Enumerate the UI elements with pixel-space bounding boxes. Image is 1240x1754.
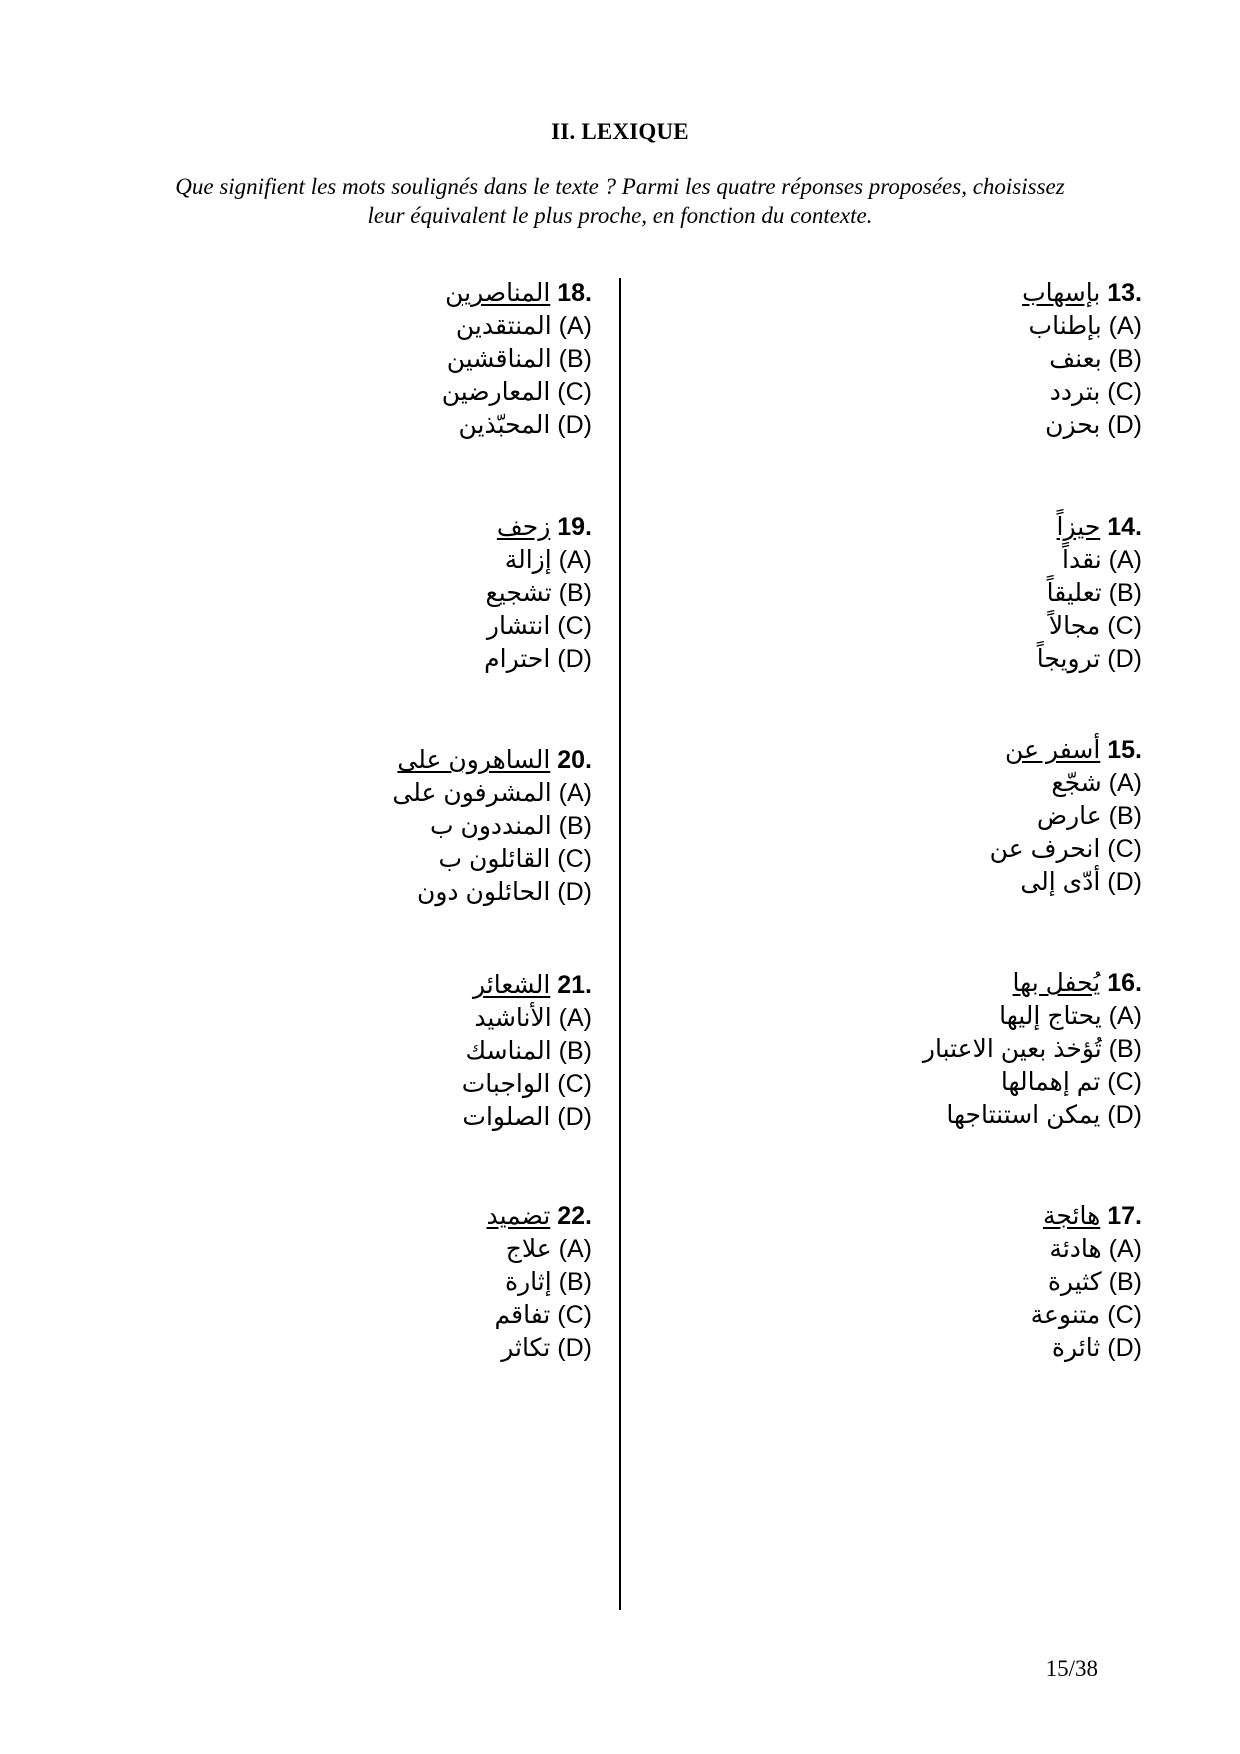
- question-word: الساهرون على: [397, 746, 551, 774]
- option-d: [172, 1332, 592, 1365]
- option-d: [722, 643, 1142, 676]
- option-a: [722, 767, 1142, 800]
- option-a: [722, 1000, 1142, 1033]
- option-letter: (D): [1107, 868, 1142, 896]
- question-word: أسفر عن: [1005, 736, 1101, 764]
- option-text: احترام: [484, 645, 551, 673]
- option-d: [722, 1099, 1142, 1132]
- question-heading: [722, 967, 1142, 1000]
- option-c: [172, 843, 592, 876]
- option-c: [172, 610, 592, 643]
- option-text: تشجيع: [485, 579, 552, 607]
- question-number: 13.: [1107, 279, 1142, 307]
- option-text: شجّع: [1051, 769, 1102, 797]
- option-text: الواجبات: [461, 1070, 551, 1098]
- question-heading: [722, 277, 1142, 310]
- option-text: بتردد: [1049, 378, 1101, 406]
- option-c: [722, 1299, 1142, 1332]
- instructions-line-1: Que signifient les mots soulignés dans le texte ? Parmi les quatre réponses proposées, choisissez: [175, 174, 1065, 199]
- option-d: [722, 409, 1142, 442]
- option-text: الصلوات: [462, 1103, 551, 1131]
- option-letter: (C): [1107, 1068, 1142, 1096]
- option-text: عارض: [1036, 802, 1102, 830]
- option-b: [172, 810, 592, 843]
- option-text: أدّى إلى: [1020, 868, 1101, 896]
- option-letter: (A): [558, 1235, 592, 1263]
- option-text: الحائلون دون: [416, 878, 551, 906]
- question-heading: [172, 969, 592, 1002]
- option-b: [722, 800, 1142, 833]
- option-letter: (A): [558, 312, 592, 340]
- question-number: 20.: [557, 746, 592, 774]
- option-letter: (C): [1107, 1301, 1142, 1329]
- option-text: المنتقدين: [455, 312, 552, 340]
- option-text: المشرفون على: [392, 779, 552, 807]
- question-number: 21.: [557, 971, 592, 999]
- option-text: يحتاج إليها: [999, 1002, 1102, 1030]
- option-text: المناسك: [465, 1037, 552, 1065]
- option-text: ترويجاً: [1036, 645, 1101, 673]
- option-letter: (C): [557, 612, 592, 640]
- question-13: [722, 277, 1142, 442]
- question-19: [172, 511, 592, 676]
- option-letter: (D): [557, 411, 592, 439]
- question-heading: [722, 1200, 1142, 1233]
- column-divider: [619, 278, 621, 1610]
- option-text: يمكن استنتاجها: [946, 1101, 1101, 1129]
- option-letter: (D): [1107, 1101, 1142, 1129]
- option-b: [172, 343, 592, 376]
- option-letter: (B): [558, 345, 592, 373]
- option-text: إثارة: [505, 1268, 552, 1296]
- option-text: المنددون ب: [429, 812, 552, 840]
- question-number: 22.: [557, 1202, 592, 1230]
- option-text: كثيرة: [1047, 1268, 1102, 1296]
- option-text: بحزن: [1045, 411, 1101, 439]
- question-heading: [172, 511, 592, 544]
- option-letter: (B): [1108, 345, 1142, 373]
- question-word: الشعائر: [472, 971, 551, 999]
- option-text: بعنف: [1049, 345, 1102, 373]
- option-letter: (A): [1108, 312, 1142, 340]
- option-a: [172, 310, 592, 343]
- option-letter: (B): [1108, 579, 1142, 607]
- option-c: [722, 833, 1142, 866]
- option-letter: (B): [1108, 1035, 1142, 1063]
- option-a: [722, 1233, 1142, 1266]
- question-word: هائجة: [1042, 1202, 1101, 1230]
- option-text: بإطناب: [1028, 312, 1102, 340]
- option-letter: (C): [1107, 612, 1142, 640]
- option-letter: (B): [1108, 802, 1142, 830]
- option-letter: (C): [1107, 378, 1142, 406]
- option-letter: (B): [558, 579, 592, 607]
- option-c: [172, 1299, 592, 1332]
- option-text: نقداً: [1062, 546, 1102, 574]
- option-text: تُؤخذ بعين الاعتبار: [922, 1035, 1102, 1063]
- question-number: 19.: [557, 513, 592, 541]
- option-text: تم إهمالها: [1000, 1068, 1101, 1096]
- question-word: حيزاً: [1056, 513, 1101, 541]
- option-b: [722, 1266, 1142, 1299]
- question-heading: [722, 734, 1142, 767]
- option-letter: (B): [558, 1037, 592, 1065]
- option-text: إزالة: [504, 546, 552, 574]
- option-letter: (A): [1108, 1235, 1142, 1263]
- option-letter: (B): [1108, 1268, 1142, 1296]
- question-heading: [722, 511, 1142, 544]
- option-d: [172, 1101, 592, 1134]
- option-text: تفاقم: [494, 1301, 551, 1329]
- option-c: [172, 1068, 592, 1101]
- page-number: 15/38: [1045, 1656, 1098, 1681]
- option-letter: (A): [558, 546, 592, 574]
- option-text: هادئة: [1049, 1235, 1102, 1263]
- option-text: متنوعة: [1030, 1301, 1101, 1329]
- option-d: [172, 643, 592, 676]
- option-b: [172, 1035, 592, 1068]
- option-a: [172, 1002, 592, 1035]
- option-b: [722, 577, 1142, 610]
- option-letter: (D): [1107, 411, 1142, 439]
- option-b: [722, 1033, 1142, 1066]
- question-17: [722, 1200, 1142, 1365]
- option-letter: (D): [557, 878, 592, 906]
- option-a: [722, 544, 1142, 577]
- option-text: تكاثر: [501, 1334, 551, 1362]
- option-letter: (A): [558, 779, 592, 807]
- question-heading: [172, 744, 592, 777]
- section-title: II. LEXIQUE: [551, 119, 689, 144]
- option-letter: (D): [557, 1334, 592, 1362]
- option-letter: (A): [558, 1004, 592, 1032]
- option-letter: (C): [557, 845, 592, 873]
- option-letter: (C): [557, 1301, 592, 1329]
- question-heading: [172, 1200, 592, 1233]
- question-number: 15.: [1107, 736, 1142, 764]
- option-letter: (C): [1107, 835, 1142, 863]
- question-14: [722, 511, 1142, 676]
- option-a: [172, 544, 592, 577]
- option-b: [172, 1266, 592, 1299]
- option-text: المحبّذين: [458, 411, 551, 439]
- option-letter: (A): [1108, 546, 1142, 574]
- instructions: [120, 172, 1120, 230]
- option-text: القائلون ب: [438, 845, 551, 873]
- option-b: [172, 577, 592, 610]
- option-b: [722, 343, 1142, 376]
- option-d: [172, 876, 592, 909]
- option-c: [722, 376, 1142, 409]
- option-text: علاج: [505, 1235, 552, 1263]
- question-21: [172, 969, 592, 1134]
- option-c: [722, 1066, 1142, 1099]
- option-a: [172, 777, 592, 810]
- option-letter: (D): [1107, 1334, 1142, 1362]
- option-letter: (A): [1108, 769, 1142, 797]
- question-heading: [172, 277, 592, 310]
- question-16: [722, 967, 1142, 1132]
- option-text: مجالاً: [1048, 612, 1101, 640]
- option-text: المناقشين: [446, 345, 552, 373]
- option-d: [722, 866, 1142, 899]
- option-letter: (B): [558, 812, 592, 840]
- option-c: [722, 610, 1142, 643]
- question-number: 16.: [1107, 969, 1142, 997]
- option-letter: (D): [1107, 645, 1142, 673]
- option-letter: (A): [1108, 1002, 1142, 1030]
- question-22: [172, 1200, 592, 1365]
- question-number: 17.: [1107, 1202, 1142, 1230]
- option-letter: (D): [557, 1103, 592, 1131]
- option-letter: (C): [557, 1070, 592, 1098]
- option-a: [722, 310, 1142, 343]
- question-word: يُحفل بها: [1012, 969, 1101, 997]
- option-letter: (B): [558, 1268, 592, 1296]
- option-a: [172, 1233, 592, 1266]
- question-word: زحف: [496, 513, 551, 541]
- option-text: الأناشيد: [474, 1004, 552, 1032]
- question-number: 18.: [557, 279, 592, 307]
- option-d: [722, 1332, 1142, 1365]
- question-20: [172, 744, 592, 909]
- option-text: ثائرة: [1051, 1334, 1101, 1362]
- question-word: المناصرين: [445, 279, 551, 307]
- option-text: تعليقاً: [1046, 579, 1102, 607]
- option-letter: (D): [557, 645, 592, 673]
- option-text: انحرف عن: [989, 835, 1101, 863]
- question-number: 14.: [1107, 513, 1142, 541]
- option-c: [172, 376, 592, 409]
- question-word: تضميد: [486, 1202, 551, 1230]
- option-letter: (C): [557, 378, 592, 406]
- option-text: المعارضين: [441, 378, 551, 406]
- question-18: [172, 277, 592, 442]
- question-word: بإسهاب: [1022, 279, 1101, 307]
- instructions-line-2: leur équivalent le plus proche, en fonction du contexte.: [367, 203, 873, 228]
- option-text: انتشار: [486, 612, 551, 640]
- option-d: [172, 409, 592, 442]
- question-15: [722, 734, 1142, 899]
